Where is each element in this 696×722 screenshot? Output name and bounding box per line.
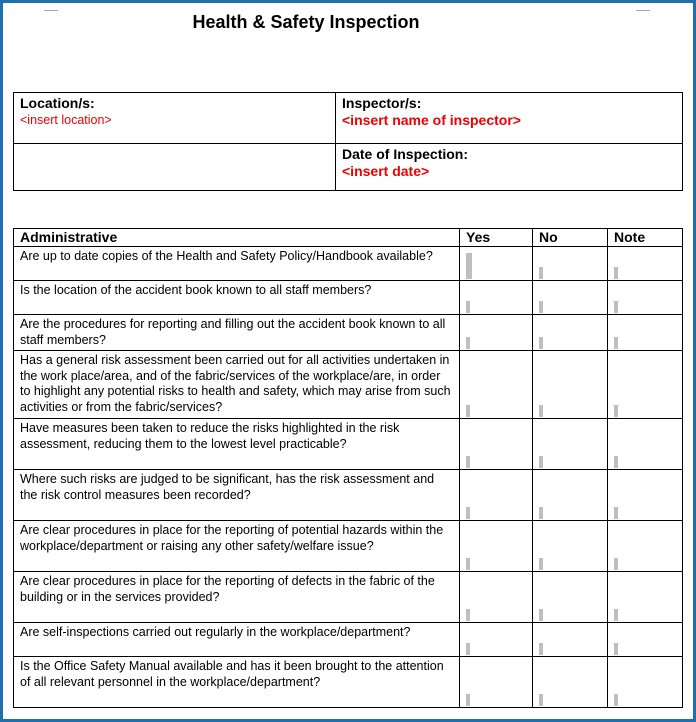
no-cell[interactable] (533, 657, 608, 708)
no-cell[interactable] (533, 623, 608, 657)
question-cell: Has a general risk assessment been carried out for all activities undertaken in the work place/area, and of the fabric/services of the workplace/are, in order to highlight any potential risks to health and safety, which may arise from such activities or from the fabric/services? (14, 351, 460, 419)
form-field-marker-icon[interactable] (466, 609, 470, 621)
form-field-marker-icon[interactable] (614, 558, 618, 570)
table-row (14, 247, 683, 281)
form-field-marker-icon[interactable] (466, 643, 470, 655)
no-cell[interactable] (533, 521, 608, 572)
table-row (14, 315, 683, 351)
note-cell[interactable] (608, 470, 683, 521)
question-cell: Are up to date copies of the Health and Safety Policy/Handbook available? (14, 247, 460, 281)
form-field-marker-icon[interactable] (614, 456, 618, 468)
form-field-marker-icon[interactable] (539, 643, 543, 655)
form-field-marker-icon[interactable] (466, 337, 470, 349)
header-no: No (533, 229, 608, 247)
no-cell[interactable] (533, 281, 608, 315)
form-field-marker-icon[interactable] (466, 456, 470, 468)
table-row (14, 521, 683, 572)
yes-cell[interactable] (460, 419, 533, 470)
table-row (14, 623, 683, 657)
no-cell[interactable] (533, 315, 608, 351)
form-field-marker-icon[interactable] (539, 694, 543, 706)
form-field-marker-icon[interactable] (539, 405, 543, 417)
yes-cell[interactable] (460, 351, 533, 419)
question-cell: Are clear procedures in place for the reporting of potential hazards within the workplace/department or raising any other safety/welfare issue? (14, 521, 460, 572)
yes-cell[interactable] (460, 572, 533, 623)
margin-mark (44, 0, 58, 11)
form-field-marker-icon[interactable] (466, 694, 470, 706)
no-cell[interactable] (533, 572, 608, 623)
question-cell: Have measures been taken to reduce the risks highlighted in the risk assessment, reducing them to the lowest level practicable? (14, 419, 460, 470)
yes-cell[interactable] (460, 247, 533, 281)
form-field-marker-icon[interactable] (539, 267, 543, 279)
note-cell[interactable] (608, 572, 683, 623)
inspector-value[interactable]: <insert name of inspector> (342, 112, 521, 128)
yes-cell[interactable] (460, 281, 533, 315)
table-row (14, 657, 683, 708)
form-field-marker-icon[interactable] (614, 643, 618, 655)
date-cell[interactable] (336, 144, 683, 191)
table-row (14, 470, 683, 521)
note-cell[interactable] (608, 281, 683, 315)
yes-cell[interactable] (460, 521, 533, 572)
form-field-marker-icon[interactable] (614, 337, 618, 349)
date-label: Date of Inspection: (342, 146, 469, 162)
question-cell: Is the location of the accident book known to all staff members? (14, 281, 460, 315)
yes-cell[interactable] (460, 470, 533, 521)
table-row (14, 572, 683, 623)
header-administrative: Administrative (14, 229, 460, 247)
form-field-marker-icon[interactable] (614, 267, 618, 279)
question-cell: Are clear procedures in place for the reporting of defects in the fabric of the building or in the services provided? (14, 572, 460, 623)
no-cell[interactable] (533, 470, 608, 521)
form-field-marker-icon[interactable] (614, 301, 618, 313)
form-field-marker-icon[interactable] (466, 558, 470, 570)
form-field-marker-icon[interactable] (539, 558, 543, 570)
table-row (14, 281, 683, 315)
question-cell: Where such risks are judged to be significant, has the risk assessment and the risk control measures been recorded? (14, 470, 460, 521)
form-field-marker-icon[interactable] (539, 507, 543, 519)
no-cell[interactable] (533, 247, 608, 281)
margin-mark (636, 0, 650, 11)
date-value[interactable]: <insert date> (342, 163, 430, 179)
no-cell[interactable] (533, 351, 608, 419)
form-field-marker-icon[interactable] (614, 694, 618, 706)
no-cell[interactable] (533, 419, 608, 470)
checklist-table (13, 228, 683, 708)
form-field-marker-icon[interactable] (466, 301, 470, 313)
form-field-marker-icon[interactable] (539, 301, 543, 313)
question-cell: Is the Office Safety Manual available and has it been brought to the attention of all relevant personnel in the workplace/department? (14, 657, 460, 708)
header-yes: Yes (460, 229, 533, 247)
header-note: Note (608, 229, 683, 247)
location-label: Location/s: (20, 95, 95, 111)
empty-cell[interactable] (14, 144, 336, 191)
yes-cell[interactable] (460, 623, 533, 657)
page-title: Health & Safety Inspection (192, 12, 420, 32)
note-cell[interactable] (608, 315, 683, 351)
form-field-marker-icon[interactable] (614, 507, 618, 519)
form-field-marker-icon[interactable] (614, 405, 618, 417)
table-row (14, 419, 683, 470)
note-cell[interactable] (608, 419, 683, 470)
form-field-marker-icon[interactable] (466, 507, 470, 519)
form-field-marker-icon[interactable] (539, 609, 543, 621)
note-cell[interactable] (608, 657, 683, 708)
table-row (14, 351, 683, 419)
inspector-cell[interactable] (336, 93, 683, 144)
yes-cell[interactable] (460, 315, 533, 351)
form-field-marker-icon[interactable] (466, 405, 470, 417)
question-cell: Are self-inspections carried out regularly in the workplace/department? (14, 623, 460, 657)
inspector-label: Inspector/s: (342, 95, 422, 111)
location-value[interactable]: <insert location> (20, 113, 112, 127)
info-table (13, 92, 683, 191)
location-cell[interactable] (14, 93, 336, 144)
form-field-marker-icon[interactable] (539, 337, 543, 349)
form-field-marker-icon[interactable] (539, 456, 543, 468)
note-cell[interactable] (608, 623, 683, 657)
note-cell[interactable] (608, 247, 683, 281)
yes-cell[interactable] (460, 657, 533, 708)
question-cell: Are the procedures for reporting and filling out the accident book known to all staff members? (14, 315, 460, 351)
form-field-marker-icon[interactable] (614, 609, 618, 621)
note-cell[interactable] (608, 521, 683, 572)
note-cell[interactable] (608, 351, 683, 419)
form-field-marker-icon[interactable] (466, 253, 472, 279)
